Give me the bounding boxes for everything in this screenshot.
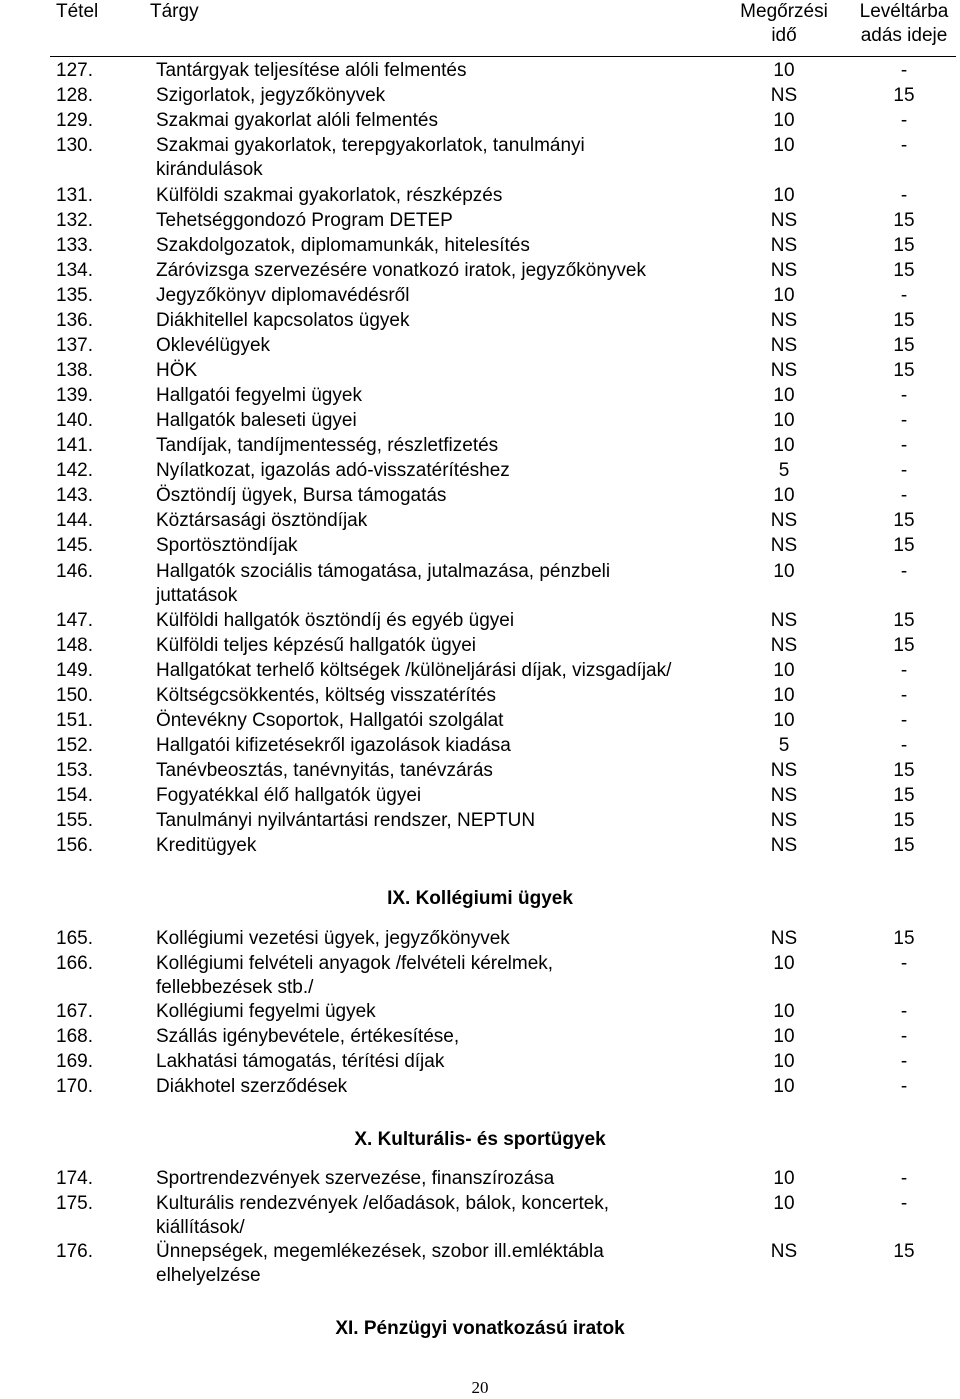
page-number: 20 (471, 1378, 489, 1397)
row-archive: - (900, 485, 908, 506)
row-subject (156, 834, 728, 858)
row-subject-line2: elhelyelzése (156, 1265, 261, 1286)
row-subject (156, 1050, 728, 1074)
header-archive-line2: adás ideje (860, 25, 948, 46)
row-archive: 15 (893, 610, 915, 631)
row-archive: - (900, 710, 908, 731)
row-subject-line1: Fogyatékkal élő hallgatók ügyei (156, 785, 422, 806)
row-subject-line1: Tantárgyak teljesítése alóli felmentés (156, 60, 467, 81)
row-archive: 15 (893, 1241, 915, 1262)
row-retention: 10 (773, 561, 795, 582)
row-subject-line2: fellebbezések stb./ (156, 977, 314, 998)
row-archive: - (900, 110, 908, 131)
section-title-xi: XI. Pénzügyi vonatkozású iratok (335, 1318, 625, 1339)
row-archive: 15 (893, 360, 915, 381)
row-retention: 10 (773, 710, 795, 731)
row-archive: - (900, 285, 908, 306)
row-retention: 10 (773, 1168, 795, 1189)
row-number: 168. (56, 1026, 93, 1047)
row-retention: 10 (773, 435, 795, 456)
row-number: 156. (56, 835, 93, 856)
row-subject-line1: Ösztöndíj ügyek, Bursa támogatás (156, 485, 447, 506)
row-subject (156, 659, 728, 683)
row-subject-line1: Tanulmányi nyilvántartási rendszer, NEPTUN (156, 810, 536, 831)
row-retention: 10 (773, 660, 795, 681)
row-number: 153. (56, 760, 93, 781)
row-archive: 15 (893, 235, 915, 256)
row-subject-line1: Oklevélügyek (156, 335, 271, 356)
row-archive: - (900, 1001, 908, 1022)
row-subject (156, 109, 728, 133)
row-number: 165. (56, 928, 93, 949)
row-archive: 15 (893, 510, 915, 531)
row-number: 155. (56, 810, 93, 831)
row-archive: - (900, 561, 908, 582)
row-subject (156, 560, 728, 608)
row-subject-line1: Hallgatókat terhelő költségek /különeljárási díjak, vizsgadíjak/ (156, 660, 672, 681)
row-subject (156, 459, 728, 483)
table-header (0, 0, 960, 58)
row-subject-line1: Külföldi szakmai gyakorlatok, részképzés (156, 185, 503, 206)
row-subject-line1: Kreditügyek (156, 835, 257, 856)
row-retention: 10 (773, 135, 795, 156)
row-archive: - (900, 1051, 908, 1072)
row-subject-line1: Hallgatók szociális támogatása, jutalmazása, pénzbeli (156, 561, 611, 582)
row-number: 143. (56, 485, 93, 506)
row-subject-line1: Jegyzőkönyv diplomavédésről (156, 285, 410, 306)
row-subject-line1: Diákhitellel kapcsolatos ügyek (156, 310, 410, 331)
row-subject (156, 952, 728, 1000)
row-subject (156, 709, 728, 733)
row-number: 146. (56, 561, 93, 582)
row-retention: NS (770, 210, 798, 231)
row-retention: 10 (773, 1193, 795, 1214)
row-number: 127. (56, 60, 93, 81)
row-archive: 15 (893, 785, 915, 806)
row-subject-line1: Lakhatási támogatás, térítési díjak (156, 1051, 445, 1072)
row-retention: NS (770, 785, 798, 806)
row-archive: 15 (893, 760, 915, 781)
row-archive: - (900, 1168, 908, 1189)
row-retention: NS (770, 610, 798, 631)
row-subject-line1: Köztársasági ösztöndíjak (156, 510, 368, 531)
row-subject-line1: Diákhotel szerződések (156, 1076, 348, 1097)
row-subject (156, 1000, 728, 1024)
row-subject-line1: Öntevékny Csoportok, Hallgatói szolgálat (156, 710, 504, 731)
row-number: 142. (56, 460, 93, 481)
row-subject (156, 509, 728, 533)
header-retention (734, 0, 834, 48)
header-archive-line1: Levéltárba (859, 1, 949, 22)
row-retention: NS (770, 635, 798, 656)
row-number: 170. (56, 1076, 93, 1097)
row-number: 174. (56, 1168, 93, 1189)
row-number: 138. (56, 360, 93, 381)
row-retention: NS (770, 1241, 798, 1262)
row-subject-line1: HÖK (156, 360, 198, 381)
row-number: 131. (56, 185, 93, 206)
row-number: 154. (56, 785, 93, 806)
row-retention: NS (770, 760, 798, 781)
row-subject-line1: Kollégiumi fegyelmi ügyek (156, 1001, 376, 1022)
row-subject-line1: Sportösztöndíjak (156, 535, 298, 556)
header-archive (852, 0, 956, 48)
row-archive: 15 (893, 535, 915, 556)
row-retention: NS (770, 335, 798, 356)
row-subject-line1: Kollégiumi vezetési ügyek, jegyzőkönyvek (156, 928, 510, 949)
row-number: 151. (56, 710, 93, 731)
row-archive: 15 (893, 810, 915, 831)
row-number: 128. (56, 85, 93, 106)
row-subject (156, 334, 728, 358)
row-number: 144. (56, 510, 93, 531)
row-retention: 5 (778, 735, 790, 756)
row-retention: NS (770, 510, 798, 531)
row-subject (156, 184, 728, 208)
row-retention: 5 (778, 460, 790, 481)
row-subject (156, 759, 728, 783)
row-subject-line1: Kulturális rendezvények /előadások, bálok, koncertek, (156, 1193, 610, 1214)
row-retention: 10 (773, 285, 795, 306)
row-archive: 15 (893, 260, 915, 281)
row-retention: 10 (773, 1026, 795, 1047)
row-subject (156, 309, 728, 333)
row-number: 139. (56, 385, 93, 406)
row-subject-line1: Tanévbeosztás, tanévnyitás, tanévzárás (156, 760, 493, 781)
row-archive: - (900, 685, 908, 706)
row-number: 132. (56, 210, 93, 231)
row-number: 140. (56, 410, 93, 431)
row-subject (156, 609, 728, 633)
row-number: 136. (56, 310, 93, 331)
row-number: 137. (56, 335, 93, 356)
row-archive: 15 (893, 335, 915, 356)
row-retention: NS (770, 928, 798, 949)
row-retention: 10 (773, 1051, 795, 1072)
row-subject-line1: Szakmai gyakorlat alóli felmentés (156, 110, 438, 131)
row-number: 149. (56, 660, 93, 681)
header-retention-line2: idő (771, 25, 797, 46)
row-subject-line2: juttatások (156, 585, 238, 606)
row-archive: - (900, 185, 908, 206)
row-archive: 15 (893, 310, 915, 331)
row-retention: 10 (773, 953, 795, 974)
row-subject (156, 209, 728, 233)
row-subject-line1: Külföldi teljes képzésű hallgatók ügyei (156, 635, 477, 656)
row-subject-line1: Nyílatkozat, igazolás adó-visszatérítéshez (156, 460, 510, 481)
row-number: 133. (56, 235, 93, 256)
row-retention: 10 (773, 60, 795, 81)
row-subject (156, 809, 728, 833)
row-subject (156, 84, 728, 108)
row-archive: - (900, 660, 908, 681)
row-retention: 10 (773, 1001, 795, 1022)
row-archive: - (900, 735, 908, 756)
row-subject (156, 534, 728, 558)
row-retention: NS (770, 310, 798, 331)
row-subject (156, 259, 728, 283)
row-archive: - (900, 385, 908, 406)
row-subject-line1: Szállás igénybevétele, értékesítése, (156, 1026, 460, 1047)
row-retention: 10 (773, 1076, 795, 1097)
row-archive: 15 (893, 85, 915, 106)
row-subject-line1: Hallgatói fegyelmi ügyek (156, 385, 362, 406)
row-archive: 15 (893, 210, 915, 231)
row-retention: NS (770, 835, 798, 856)
row-retention: NS (770, 260, 798, 281)
header-subject: Tárgy (150, 1, 199, 22)
row-archive: - (900, 1026, 908, 1047)
row-retention: 10 (773, 485, 795, 506)
row-subject (156, 634, 728, 658)
row-number: 134. (56, 260, 93, 281)
row-number: 135. (56, 285, 93, 306)
row-subject-line2: kirándulások (156, 159, 263, 180)
row-number: 150. (56, 685, 93, 706)
row-number: 129. (56, 110, 93, 131)
row-number: 148. (56, 635, 93, 656)
row-number: 152. (56, 735, 93, 756)
row-subject (156, 1025, 728, 1049)
row-archive: - (900, 435, 908, 456)
row-number: 175. (56, 1193, 93, 1214)
row-subject (156, 409, 728, 433)
row-subject (156, 1192, 728, 1240)
row-retention: 10 (773, 385, 795, 406)
row-subject (156, 927, 728, 951)
row-subject-line1: Hallgatók baleseti ügyei (156, 410, 357, 431)
row-archive: 15 (893, 635, 915, 656)
row-number: 166. (56, 953, 93, 974)
row-archive: - (900, 1193, 908, 1214)
row-retention: 10 (773, 685, 795, 706)
row-subject-line1: Sportrendezvények szervezése, finanszírozása (156, 1168, 555, 1189)
row-subject-line1: Ünnepségek, megemlékezések, szobor ill.emléktábla (156, 1241, 604, 1262)
row-subject (156, 59, 728, 83)
row-retention: NS (770, 535, 798, 556)
row-subject (156, 1240, 728, 1288)
row-retention: NS (770, 360, 798, 381)
row-subject (156, 384, 728, 408)
row-archive: - (900, 135, 908, 156)
section-title-ix: IX. Kollégiumi ügyek (387, 888, 573, 909)
row-archive: - (900, 1076, 908, 1097)
row-archive: 15 (893, 835, 915, 856)
row-number: 141. (56, 435, 93, 456)
section-title-x: X. Kulturális- és sportügyek (354, 1129, 606, 1150)
row-archive: - (900, 953, 908, 974)
header-item: Tétel (56, 1, 99, 22)
row-subject-line1: Szakdolgozatok, diplomamunkák, hitelesítés (156, 235, 530, 256)
row-retention: NS (770, 810, 798, 831)
row-subject-line1: Záróvizsga szervezésére vonatkozó iratok, jegyzőkönyvek (156, 260, 647, 281)
row-archive: - (900, 60, 908, 81)
header-retention-line1: Megőrzési (740, 1, 828, 22)
row-subject-line2: kiállítások/ (156, 1217, 245, 1238)
row-subject (156, 684, 728, 708)
row-subject-line1: Tehetséggondozó Program DETEP (156, 210, 453, 231)
row-subject (156, 434, 728, 458)
row-number: 147. (56, 610, 93, 631)
row-retention: NS (770, 235, 798, 256)
row-archive: - (900, 460, 908, 481)
row-subject (156, 1075, 728, 1099)
row-number: 130. (56, 135, 93, 156)
row-subject-line1: Szigorlatok, jegyzőkönyvek (156, 85, 386, 106)
row-retention: NS (770, 85, 798, 106)
row-retention: 10 (773, 185, 795, 206)
row-number: 145. (56, 535, 93, 556)
row-subject (156, 284, 728, 308)
row-subject (156, 134, 728, 182)
row-subject (156, 734, 728, 758)
row-subject-line1: Külföldi hallgatók ösztöndíj és egyéb ügyei (156, 610, 515, 631)
row-number: 176. (56, 1241, 93, 1262)
row-archive: 15 (893, 928, 915, 949)
row-subject (156, 484, 728, 508)
row-subject-line1: Tandíjak, tandíjmentesség, részletfizetés (156, 435, 499, 456)
row-subject-line1: Költségcsökkentés, költség visszatérítés (156, 685, 497, 706)
row-retention: 10 (773, 410, 795, 431)
row-retention: 10 (773, 110, 795, 131)
row-subject (156, 234, 728, 258)
row-subject-line1: Szakmai gyakorlatok, terepgyakorlatok, tanulmányi (156, 135, 585, 156)
header-divider (50, 56, 956, 57)
row-subject (156, 784, 728, 808)
row-subject (156, 1167, 728, 1191)
row-subject-line1: Hallgatói kifizetésekről igazolások kiadása (156, 735, 511, 756)
row-archive: - (900, 410, 908, 431)
row-number: 169. (56, 1051, 93, 1072)
row-number: 167. (56, 1001, 93, 1022)
row-subject (156, 359, 728, 383)
row-subject-line1: Kollégiumi felvételi anyagok /felvételi kérelmek, (156, 953, 554, 974)
